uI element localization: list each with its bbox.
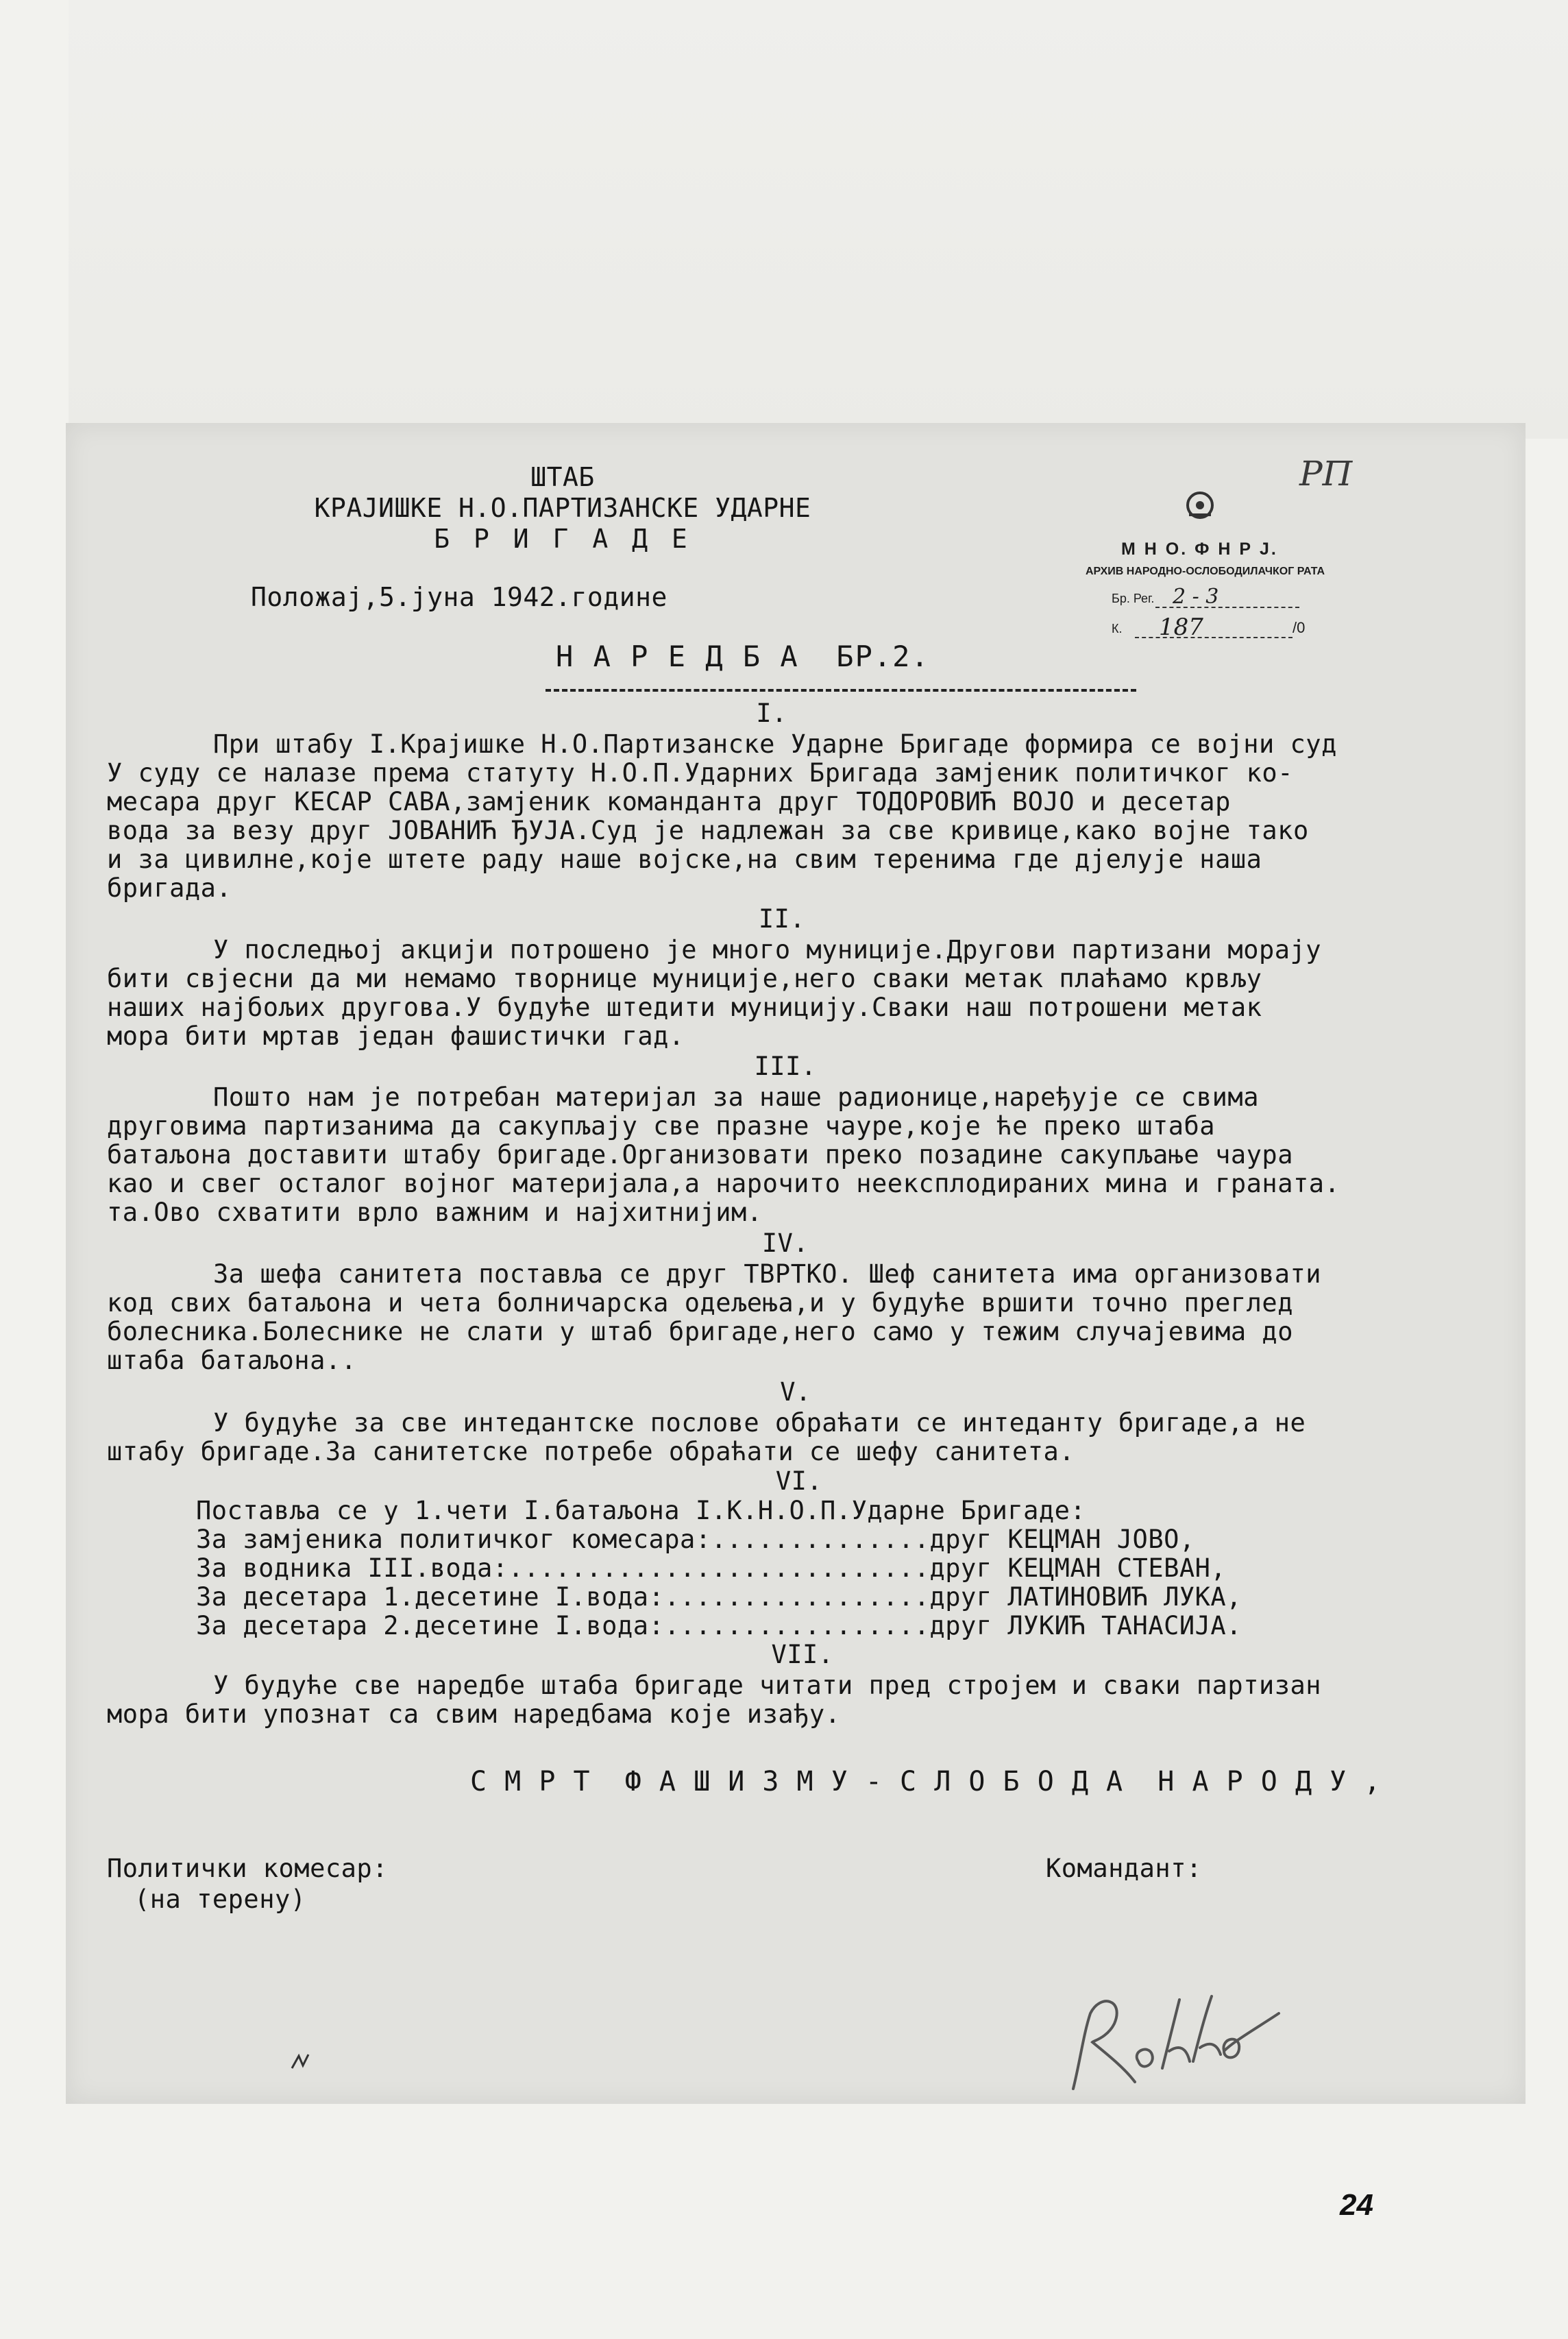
- header-line-3: Б Р И Г А Д Е: [434, 524, 691, 554]
- slogan: С М Р Т Ф А Ш И З М У - С Л О Б О Д А Н А Р О Д У ,: [470, 1766, 1382, 1797]
- section-line: друговима партизанима да сакупљају све празне чауре,које ће преко штаба: [107, 1111, 1216, 1141]
- appointment-line: За замјеника политичког комесара:..............друг КЕЦМАН ЈОВО,: [196, 1525, 1195, 1554]
- section-line: бригада.: [107, 873, 232, 903]
- section-line: код свих батаљона и чета болничарска одељења,и у будуће вршити точно преглед: [107, 1288, 1293, 1318]
- section-line: као и свег осталог војног материјала,а нарочито неексплодираних мина и граната.: [107, 1169, 1340, 1198]
- stamp-line-2: АРХИВ НАРОДНО-ОСЛОБОДИЛАЧКОГ РАТА: [1086, 566, 1325, 577]
- stamp-reg-underline: [1155, 607, 1299, 608]
- place-date: Положај,5.јуна 1942.године: [251, 582, 667, 612]
- section-line: За шефа санитета поставља се друг ТВРТКО. Шеф санитета има организовати: [213, 1259, 1322, 1289]
- underlying-page: [69, 0, 1568, 439]
- section-line: У последњој акцији потрошено је много муниције.Другови партизани морају: [213, 935, 1322, 965]
- section-line: штаба батаљона..: [107, 1346, 357, 1375]
- section-line: У суду се налазе према статуту Н.О.П.Ударних Бригада замјеник политичког ко-: [107, 758, 1293, 788]
- stamp-k-suffix: /0: [1293, 619, 1306, 636]
- header-line-2: КРАЈИШКЕ Н.О.ПАРТИЗАНСКЕ УДАРНЕ: [314, 493, 811, 523]
- archive-stamp: [1012, 485, 1395, 649]
- section-line: У будуће све наредбе штаба бригаде читати пред стројем и сваки партизан: [213, 1671, 1322, 1700]
- section-line: вода за везу друг ЈОВАНИЋ ЂУЈА.Суд је надлежан за све кривице,како војне тако: [107, 816, 1309, 845]
- section-line: батаљона доставити штабу бригаде.Организовати преко позадине сакупљање чаура: [107, 1140, 1293, 1170]
- section-numeral: VI.: [775, 1466, 823, 1496]
- section-line: Поставља се у 1.чети I.батаљона I.К.Н.О.П.Ударне Бригаде:: [196, 1496, 1086, 1525]
- page-number: 24: [1340, 2188, 1373, 2222]
- section-line: мора бити мртав један фашистички гад.: [107, 1021, 685, 1051]
- title-underline: [546, 689, 1136, 692]
- section-line: и за цивилне,које штете раду наше војске,на свим теренима где дјелује наша: [107, 845, 1262, 874]
- margin-note: РП: [1299, 454, 1353, 494]
- section-numeral: II.: [758, 904, 806, 934]
- section-numeral: VII.: [771, 1640, 834, 1669]
- section-numeral: III.: [754, 1052, 817, 1081]
- stamp-k-value: 187: [1159, 614, 1203, 641]
- stamp-reg-label: Бр. Рег.: [1112, 592, 1155, 605]
- appointment-line: За десетара 1.десетине I.вода:.................друг ЛАТИНОВИЋ ЛУКА,: [196, 1582, 1242, 1612]
- section-numeral: V.: [780, 1377, 811, 1407]
- section-line: наших најбољих другова.У будуће штедити муницију.Сваки наш потрошени метак: [107, 993, 1262, 1022]
- section-line: Пошто нам је потребан материјал за наше радионице,наређује се свима: [213, 1082, 1259, 1112]
- section-line: штабу бригаде.За санитетске потребе обраћати се шефу санитета.: [107, 1437, 1075, 1466]
- header-line-1: ШТАБ: [530, 462, 595, 492]
- emblem-icon: [1179, 485, 1221, 526]
- commander-label: Командант:: [1046, 1854, 1202, 1883]
- section-line: У будуће за све интедантске послове обраћати се интеданту бригаде,а не: [213, 1408, 1306, 1438]
- document-sheet: [66, 423, 1526, 2104]
- stamp-reg-value: 2 - 3: [1173, 585, 1219, 609]
- stamp-k-label: К.: [1112, 622, 1123, 635]
- stamp-k-underline: [1135, 637, 1293, 638]
- political-commissar-label: Политички комесар:: [107, 1854, 388, 1883]
- section-line: При штабу I.Крајишке Н.О.Партизанске Ударне Бригаде формира се војни суд: [213, 729, 1337, 759]
- order-title: Н А Р Е Д Б А БР.2.: [556, 640, 930, 673]
- commander-signature: [1059, 1986, 1306, 2109]
- stamp-line-1: М Н О. Ф Н Р Ј.: [1121, 540, 1278, 559]
- ink-mark: [286, 2048, 314, 2075]
- appointment-line: За водника III.вода:...........................друг КЕЦМАН СТЕВАН,: [196, 1553, 1227, 1583]
- appointment-line: За десетара 2.десетине I.вода:.................друг ЛУКИЋ ТАНАСИЈА.: [196, 1611, 1242, 1640]
- section-numeral: I.: [756, 699, 787, 728]
- section-line: та.Ово схватити врло важним и најхитнијим.: [107, 1198, 763, 1227]
- political-commissar-note: (на терену): [134, 1884, 306, 1914]
- section-line: мора бити упознат са свим наредбама које изађу.: [107, 1699, 841, 1729]
- section-line: месара друг КЕСАР САВА,замјеник команданта друг ТОДОРОВИЋ ВОЈО и десетар: [107, 787, 1231, 816]
- section-line: болесника.Болеснике не слати у штаб бригаде,него само у тежим случајевима до: [107, 1317, 1293, 1346]
- section-numeral: IV.: [761, 1228, 809, 1258]
- section-line: бити свјесни да ми немамо творнице муниције,него сваки метак плаћамо крвљу: [107, 964, 1262, 993]
